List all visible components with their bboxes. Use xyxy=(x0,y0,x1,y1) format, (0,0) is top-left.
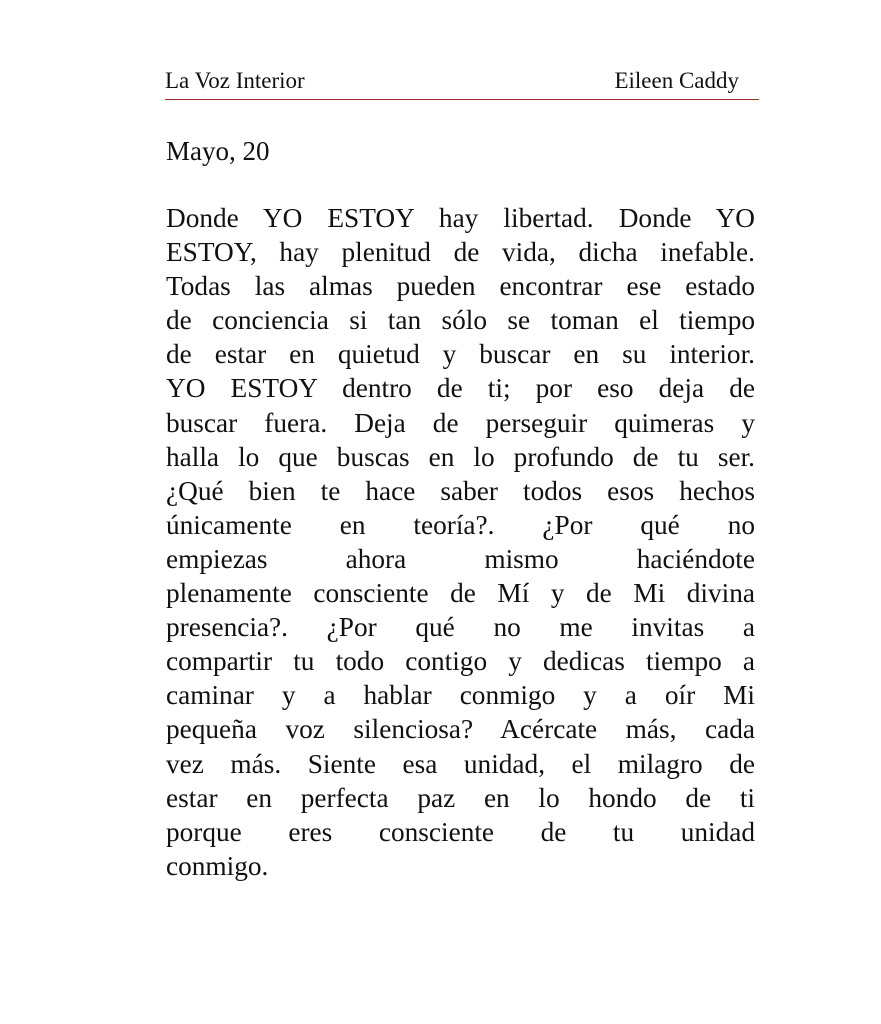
entry-date: Mayo, 20 xyxy=(166,136,270,166)
body-line: caminar y a hablar conmigo y a oír Mi xyxy=(166,680,755,711)
body-line: ESTOY, hay plenitud de vida, dicha inefable. xyxy=(166,237,755,268)
body-line: Todas las almas pueden encontrar ese estado xyxy=(166,271,755,302)
body-line: vez más. Siente esa unidad, el milagro de xyxy=(166,748,755,779)
body-line: plenamente consciente de Mí y de Mi divina xyxy=(166,578,755,609)
body-line: empiezas ahora mismo haciéndote xyxy=(166,543,755,574)
author-name: Eileen Caddy xyxy=(614,68,739,93)
book-title: La Voz Interior xyxy=(165,68,305,93)
entry-body xyxy=(166,201,755,883)
header-divider xyxy=(165,99,759,100)
body-line: YO ESTOY dentro de ti; por eso deja de xyxy=(166,373,755,404)
body-line: estar en perfecta paz en lo hondo de ti xyxy=(166,782,755,813)
running-header xyxy=(165,68,759,98)
body-line: halla lo que buscas en lo profundo de tu ser. xyxy=(166,441,755,472)
body-line: ¿Qué bien te hace saber todos esos hechos xyxy=(166,475,755,506)
body-line: presencia?. ¿Por qué no me invitas a xyxy=(166,612,755,643)
body-line: de conciencia si tan sólo se toman el tiempo xyxy=(166,305,755,336)
body-line: Donde YO ESTOY hay libertad. Donde YO xyxy=(166,203,755,233)
body-line: de estar en quietud y buscar en su interior. xyxy=(166,339,755,370)
body-line: buscar fuera. Deja de perseguir quimeras y xyxy=(166,407,755,438)
body-line: compartir tu todo contigo y dedicas tiempo a xyxy=(166,646,755,677)
body-line: porque eres consciente de tu unidad xyxy=(166,816,755,847)
body-line: únicamente en teoría?. ¿Por qué no xyxy=(166,509,755,540)
body-line: conmigo. xyxy=(166,850,269,881)
body-line: pequeña voz silenciosa? Acércate más, cada xyxy=(166,714,755,745)
